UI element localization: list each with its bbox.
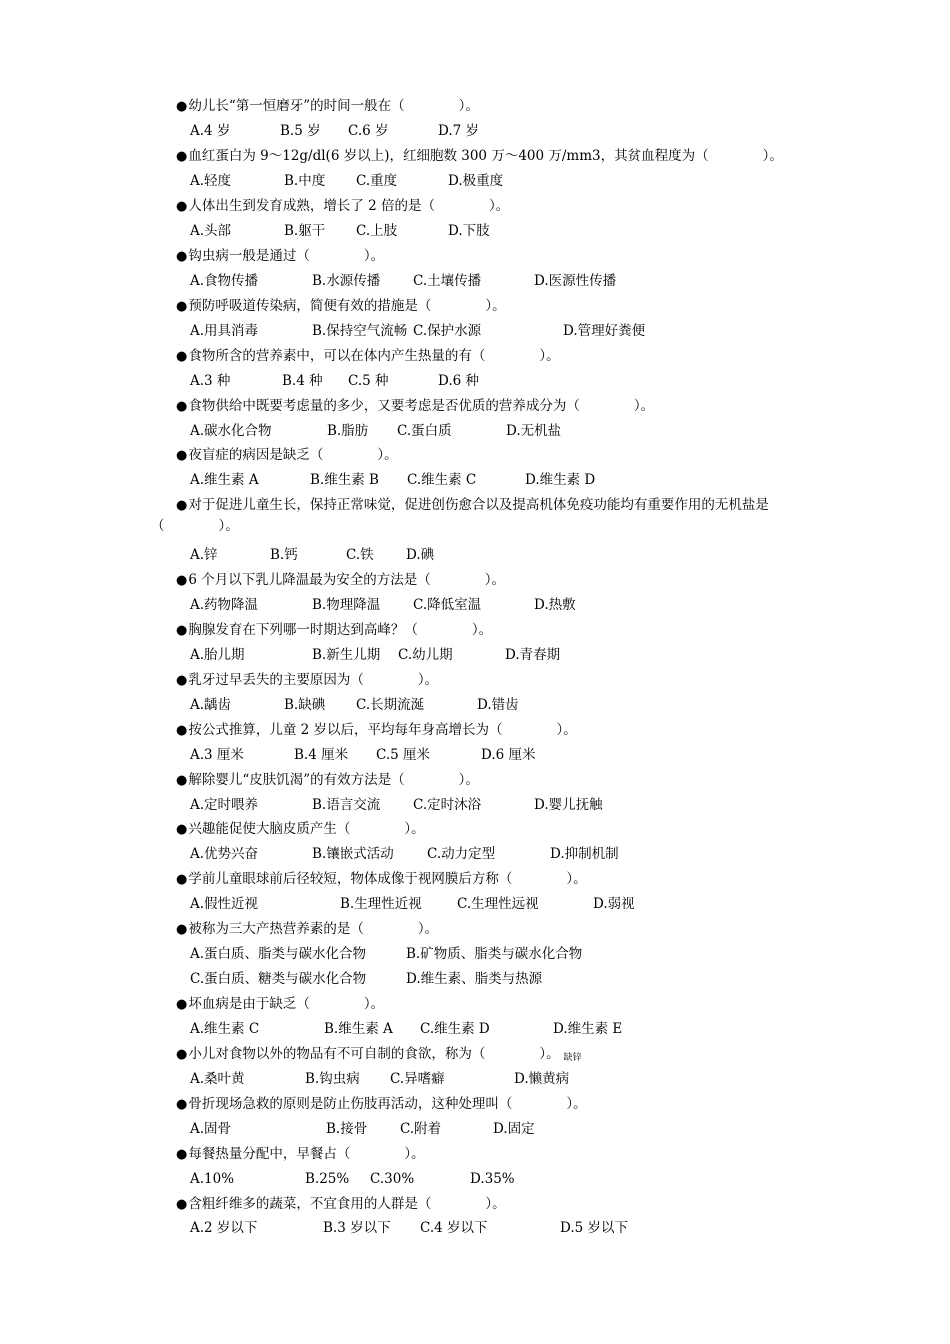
bullet-icon: ●	[176, 1147, 188, 1162]
answer-option: A.蛋白质、脂类与碳水化合物	[190, 946, 367, 962]
question-7	[176, 396, 654, 417]
question-text: 按公式推算，儿童 2 岁以后，平均每年身高增长为（ ）。	[188, 722, 577, 738]
question-18	[176, 994, 384, 1015]
answer-option: A.固骨	[190, 1121, 232, 1137]
bullet-icon: ●	[176, 822, 188, 837]
bullet-icon: ●	[176, 997, 188, 1012]
handwritten-note: 缺锌	[563, 1053, 582, 1063]
question-11	[176, 620, 492, 641]
answer-option: A.轻度	[190, 173, 232, 189]
question-text: 钩虫病一般是通过（ ）。	[188, 248, 385, 264]
answer-option: B.接骨	[326, 1121, 368, 1137]
answer-option: B.钙	[270, 547, 298, 563]
answer-option: A.龋齿	[190, 697, 232, 713]
question-19	[176, 1044, 582, 1068]
answer-option: A.3 种	[190, 373, 231, 389]
question-text: 对于促进儿童生长，保持正常味觉，促进创伤愈合以及提高机体免疫功能均有重要作用的无机盐是	[188, 497, 769, 513]
answer-option: D.35%	[470, 1171, 515, 1187]
answer-option: A.4 岁	[190, 123, 231, 139]
answer-option: D.6 种	[438, 373, 480, 389]
answer-option: C.蛋白质、糖类与碳水化合物	[190, 971, 367, 987]
answer-option: D.婴儿抚触	[534, 797, 603, 813]
answer-option: B.躯干	[284, 223, 326, 239]
answer-option: B.脂肪	[327, 423, 369, 439]
answer-option: B.3 岁以下	[323, 1220, 391, 1236]
answer-option: A.用具消毒	[190, 323, 259, 339]
question-22	[176, 1194, 506, 1215]
question-21	[176, 1144, 425, 1165]
answer-option: A.10%	[190, 1171, 235, 1187]
answer-option: D.维生素 D	[525, 472, 596, 488]
question-text: 被称为三大产热营养素的是（ ）。	[188, 921, 439, 937]
question-8	[176, 445, 398, 466]
question-text: 食物供给中既要考虑量的多少，又要考虑是否优质的营养成分为（ ）。	[188, 398, 655, 414]
answer-option: B.水源传播	[312, 273, 381, 289]
answer-option: A.药物降温	[190, 597, 259, 613]
question-10	[176, 570, 505, 591]
question-15	[176, 819, 425, 840]
answer-option: B.中度	[284, 173, 326, 189]
bullet-icon: ●	[176, 922, 188, 937]
bullet-icon: ●	[176, 872, 188, 887]
question-text: 兴趣能促使大脑皮质产生（ ）。	[188, 821, 425, 837]
bullet-icon: ●	[176, 1197, 188, 1212]
bullet-icon: ●	[176, 723, 188, 738]
question-1	[176, 96, 479, 117]
answer-option: B.语言交流	[312, 797, 381, 813]
bullet-icon: ●	[176, 573, 188, 588]
answer-option: C.上肢	[356, 223, 398, 239]
question-text: 小儿对食物以外的物品有不可自制的食欲，称为（ ）。	[188, 1046, 560, 1062]
answer-option: A.3 厘米	[190, 747, 244, 763]
answer-option: B.钩虫病	[305, 1071, 360, 1087]
question-text: 人体出生到发育成熟，增长了 2 倍的是（ ）。	[188, 198, 510, 214]
answer-option: B.物理降温	[312, 597, 381, 613]
answer-option: D.维生素、脂类与热源	[406, 971, 543, 987]
answer-option: D.医源性传播	[534, 273, 617, 289]
answer-option: D.弱视	[593, 896, 635, 912]
answer-option: C.保护水源	[413, 323, 482, 339]
answer-option: D.抑制机制	[550, 846, 619, 862]
answer-option: C.降低室温	[413, 597, 482, 613]
answer-option: C.铁	[346, 547, 374, 563]
answer-option: B.缺碘	[284, 697, 326, 713]
question-9	[151, 495, 816, 536]
answer-option: D.维生素 E	[553, 1021, 623, 1037]
bullet-icon: ●	[176, 399, 188, 414]
bullet-icon: ●	[176, 448, 188, 463]
question-6	[176, 346, 560, 367]
answer-option: B.维生素 B	[310, 472, 379, 488]
answer-option: C.动力定型	[427, 846, 496, 862]
answer-option: D.管理好粪便	[563, 323, 646, 339]
question-text: 6 个月以下乳儿降温最为安全的方法是（ ）。	[188, 572, 505, 588]
question-text: 学前儿童眼球前后径较短，物体成像于视网膜后方称（ ）。	[188, 871, 587, 887]
answer-option: C.5 厘米	[376, 747, 431, 763]
bullet-icon: ●	[176, 99, 188, 114]
bullet-icon: ●	[176, 623, 188, 638]
answer-option: A.定时喂养	[190, 797, 259, 813]
question-text: 每餐热量分配中，早餐占（ ）。	[188, 1146, 425, 1162]
question-text: 胸腺发育在下列哪一时期达到高峰？（ ）。	[188, 622, 493, 638]
question-text: 含粗纤维多的蔬菜，不宜食用的人群是（ ）。	[188, 1196, 506, 1212]
answer-option: C.土壤传播	[413, 273, 482, 289]
answer-option: A.胎儿期	[190, 647, 245, 663]
bullet-icon: ●	[176, 773, 188, 788]
answer-option: D.青春期	[505, 647, 561, 663]
question-text: 食物所含的营养素中，可以在体内产生热量的有（ ）。	[188, 348, 560, 364]
question-text: 预防呼吸道传染病，简便有效的措施是（ ）。	[188, 298, 506, 314]
answer-option: A.2 岁以下	[190, 1220, 258, 1236]
answer-option: C.定时沐浴	[413, 797, 482, 813]
answer-option: D.极重度	[448, 173, 504, 189]
answer-option: D.无机盐	[506, 423, 562, 439]
answer-option: B.新生儿期	[312, 647, 381, 663]
answer-option: A.桑叶黄	[190, 1071, 245, 1087]
answer-option: B.4 厘米	[294, 747, 349, 763]
answer-option: D.热敷	[534, 597, 576, 613]
question-13	[176, 720, 577, 741]
answer-option: C.幼儿期	[398, 647, 453, 663]
question-2	[176, 146, 783, 167]
answer-option: D.7 岁	[438, 123, 480, 139]
answer-option: B.镶嵌式活动	[312, 846, 394, 862]
answer-option: A.食物传播	[190, 273, 259, 289]
bullet-icon: ●	[176, 1097, 188, 1112]
question-text: 解除婴儿“皮肤饥渴”的有效方法是（ ）。	[188, 772, 479, 788]
bullet-icon: ●	[176, 498, 188, 513]
answer-option: D.5 岁以下	[560, 1220, 629, 1236]
question-17	[176, 919, 438, 940]
answer-option: C.6 岁	[348, 123, 389, 139]
question-text-continuation: （ ）。	[151, 518, 239, 534]
answer-option: A.维生素 C	[190, 1021, 260, 1037]
question-text: 乳牙过早丢失的主要原因为（ ）。	[188, 672, 439, 688]
answer-option: A.假性近视	[190, 896, 259, 912]
question-text: 骨折现场急救的原则是防止伤肢再活动，这种处理叫（ ）。	[188, 1096, 587, 1112]
answer-option: D.错齿	[477, 697, 519, 713]
question-14	[176, 770, 479, 791]
answer-option: A.头部	[190, 223, 232, 239]
answer-option: B.矿物质、脂类与碳水化合物	[406, 946, 583, 962]
bullet-icon: ●	[176, 249, 188, 264]
answer-option: D.碘	[406, 547, 435, 563]
answer-option: C.附着	[400, 1121, 442, 1137]
question-text: 坏血病是由于缺乏（ ）。	[188, 996, 385, 1012]
bullet-icon: ●	[176, 1047, 188, 1062]
question-text: 幼儿长“第一恒磨牙”的时间一般在（ ）。	[188, 98, 479, 114]
answer-option: C.维生素 C	[407, 472, 477, 488]
question-text: 夜盲症的病因是缺乏（ ）。	[188, 447, 398, 463]
question-3	[176, 196, 509, 217]
answer-option: D.下肢	[448, 223, 490, 239]
answer-option: C.长期流涎	[356, 697, 425, 713]
answer-option: B.5 岁	[280, 123, 321, 139]
question-text: 血红蛋白为 9～12g/dl(6 岁以上)，红细胞数 300 万～400 万/mm3，其贫血程度为（ ）。	[188, 148, 783, 164]
bullet-icon: ●	[176, 299, 188, 314]
bullet-icon: ●	[176, 349, 188, 364]
answer-option: C.重度	[356, 173, 398, 189]
answer-option: D.6 厘米	[481, 747, 536, 763]
question-5	[176, 296, 506, 317]
answer-option: B.25%	[305, 1171, 350, 1187]
question-16	[176, 869, 587, 890]
answer-option: B.保持空气流畅	[312, 323, 408, 339]
answer-option: A.碳水化合物	[190, 423, 272, 439]
answer-option: C.维生素 D	[420, 1021, 490, 1037]
answer-option: C.生理性远视	[457, 896, 539, 912]
answer-option: B.4 种	[282, 373, 323, 389]
question-20	[176, 1094, 587, 1115]
answer-option: A.维生素 A	[190, 472, 259, 488]
bullet-icon: ●	[176, 149, 188, 164]
question-4	[176, 246, 384, 267]
answer-option: C.异嗜癖	[390, 1071, 445, 1087]
question-12	[176, 670, 438, 691]
answer-option: C.4 岁以下	[420, 1220, 488, 1236]
answer-option: C.5 种	[348, 373, 389, 389]
answer-option: D.懒黄病	[514, 1071, 570, 1087]
answer-option: A.优势兴奋	[190, 846, 259, 862]
answer-option: B.维生素 A	[324, 1021, 393, 1037]
answer-option: C.蛋白质	[397, 423, 452, 439]
bullet-icon: ●	[176, 199, 188, 214]
answer-option: B.生理性近视	[340, 896, 422, 912]
answer-option: A.锌	[190, 547, 218, 563]
bullet-icon: ●	[176, 673, 188, 688]
answer-option: D.固定	[493, 1121, 535, 1137]
answer-option: C.30%	[370, 1171, 415, 1187]
